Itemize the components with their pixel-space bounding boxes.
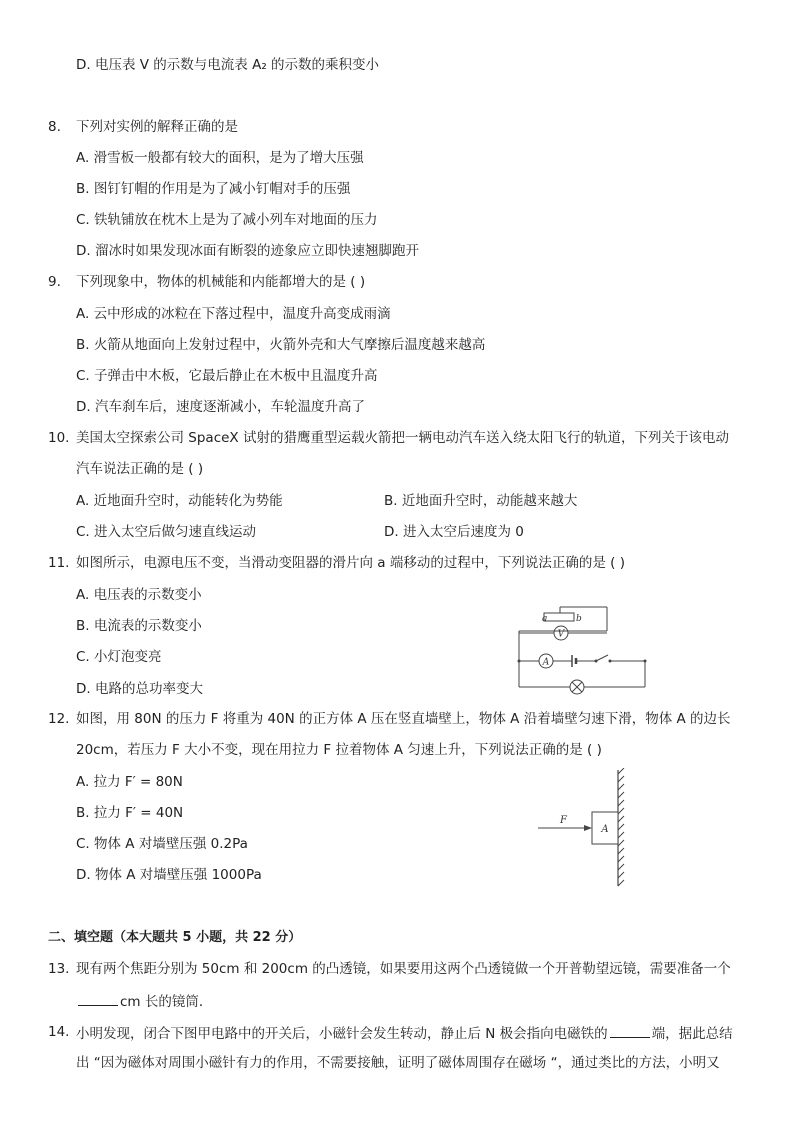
q11-circuit-diagram xyxy=(512,600,652,696)
q12-option-b: B. 拉力 F′ = 40N xyxy=(76,805,184,821)
q9-stem: 下列现象中，物体的机械能和内能都增大的是 ( ) xyxy=(76,274,366,290)
q11-option-a: A. 电压表的示数变小 xyxy=(76,587,202,603)
q13-answer-blank[interactable] xyxy=(78,991,118,1006)
wall-hatching xyxy=(618,768,624,886)
q11-option-d: D. 电路的总功率变大 xyxy=(76,681,203,697)
switch xyxy=(596,655,608,661)
q14-stem-line1 xyxy=(76,1023,733,1043)
q9-number: 9. xyxy=(48,274,61,290)
q13-number: 13. xyxy=(48,961,70,977)
q8-option-d: D. 溜冰时如果发现冰面有断裂的迹象应立即快速翘脚跑开 xyxy=(76,243,419,259)
q11-number: 11. xyxy=(48,555,70,571)
q9-option-b: B. 火箭从地面向上发射过程中，火箭外壳和大气摩擦后温度越来越高 xyxy=(76,337,486,353)
q8-option-b: B. 图钉钉帽的作用是为了减小钉帽对手的压强 xyxy=(76,181,351,197)
section-2-title: 二、填空题（本大题共 5 小题，共 22 分） xyxy=(48,930,302,945)
q8-option-c: C. 铁轨铺放在枕木上是为了减小列车对地面的压力 xyxy=(76,212,378,228)
q11-stem: 如图所示，电源电压不变，当滑动变阻器的滑片向 a 端移动的过程中，下列说法正确的是 ( ) xyxy=(76,555,625,571)
q12-force-diagram xyxy=(534,768,634,888)
rheostat xyxy=(544,613,574,621)
q7-option-d: D. 电压表 V 的示数与电流表 A₂ 的示数的乘积变小 xyxy=(76,57,380,73)
label-b: b xyxy=(576,614,582,624)
q12-stem-line1: 如图，用 80N 的压力 F 将重为 40N 的正方体 A 压在竖直墙壁上，物体 A 沿着墙壁匀速下滑，物体 A 的边长 xyxy=(76,711,731,727)
label-v: V xyxy=(557,629,565,640)
q8-number: 8. xyxy=(48,119,61,135)
q11-option-c: C. 小灯泡变亮 xyxy=(76,649,162,665)
q14-stem-line2: 出 “因为磁体对周围小磁针有力的作用，不需要接触，证明了磁体周围存在磁场 “，通过类比的方法，小明又 xyxy=(76,1055,720,1071)
q12-option-a: A. 拉力 F′ = 80N xyxy=(76,774,183,790)
q10-option-d: D. 进入太空后速度为 0 xyxy=(384,524,524,540)
q12-stem-line2: 20cm，若压力 F 大小不变，现在用拉力 F 拉着物体 A 匀速上升，下列说法正确的是 ( ) xyxy=(76,742,602,758)
q10-option-a: A. 近地面升空时，动能转化为势能 xyxy=(76,493,283,509)
q10-option-c: C. 进入太空后做匀速直线运动 xyxy=(76,524,257,540)
q10-number: 10. xyxy=(48,430,70,446)
q10-option-b: B. 近地面升空时，动能越来越大 xyxy=(384,493,578,509)
q12-number: 12. xyxy=(48,711,70,727)
q14-stem-line1-after: 端，据此总结 xyxy=(651,1026,733,1042)
label-block: A xyxy=(601,824,609,835)
label-ammeter: A xyxy=(542,657,550,668)
q8-option-a: A. 滑雪板一般都有较大的面积，是为了增大压强 xyxy=(76,150,364,166)
q14-answer-blank[interactable] xyxy=(610,1023,650,1038)
q9-option-d: D. 汽车刹车后，速度逐渐减小，车轮温度升高了 xyxy=(76,399,365,415)
q10-stem-line1: 美国太空探索公司 SpaceX 试射的猎鹰重型运载火箭把一辆电动汽车送入绕太阳飞行的轨道，下列关于该电动 xyxy=(76,430,729,446)
q12-option-c: C. 物体 A 对墙壁压强 0.2Pa xyxy=(76,836,248,852)
q13-stem-line2 xyxy=(76,991,212,1011)
q12-option-d: D. 物体 A 对墙壁压强 1000Pa xyxy=(76,867,262,883)
q8-stem: 下列对实例的解释正确的是 xyxy=(76,119,238,135)
label-force: F xyxy=(560,815,567,826)
label-a: a xyxy=(542,614,548,624)
q9-option-c: C. 子弹击中木板，它最后静止在木板中且温度升高 xyxy=(76,368,378,384)
q14-stem-line1-before: 小明发现，闭合下图甲电路中的开关后，小磁针会发生转动，静止后 N 极会指向电磁铁的 xyxy=(76,1026,608,1042)
q13-stem-line2-text: cm 长的镜筒． xyxy=(120,994,213,1010)
q9-option-a: A. 云中形成的冰粒在下落过程中，温度升高变成雨滴 xyxy=(76,306,391,322)
q10-stem-line2: 汽车说法正确的是 ( ) xyxy=(76,461,204,477)
q14-number: 14. xyxy=(48,1024,70,1040)
q11-option-b: B. 电流表的示数变小 xyxy=(76,618,202,634)
q13-stem-line1: 现有两个焦距分别为 50cm 和 200cm 的凸透镜，如果要用这两个凸透镜做一个开普勒望远镜，需要准备一个 xyxy=(76,961,731,977)
